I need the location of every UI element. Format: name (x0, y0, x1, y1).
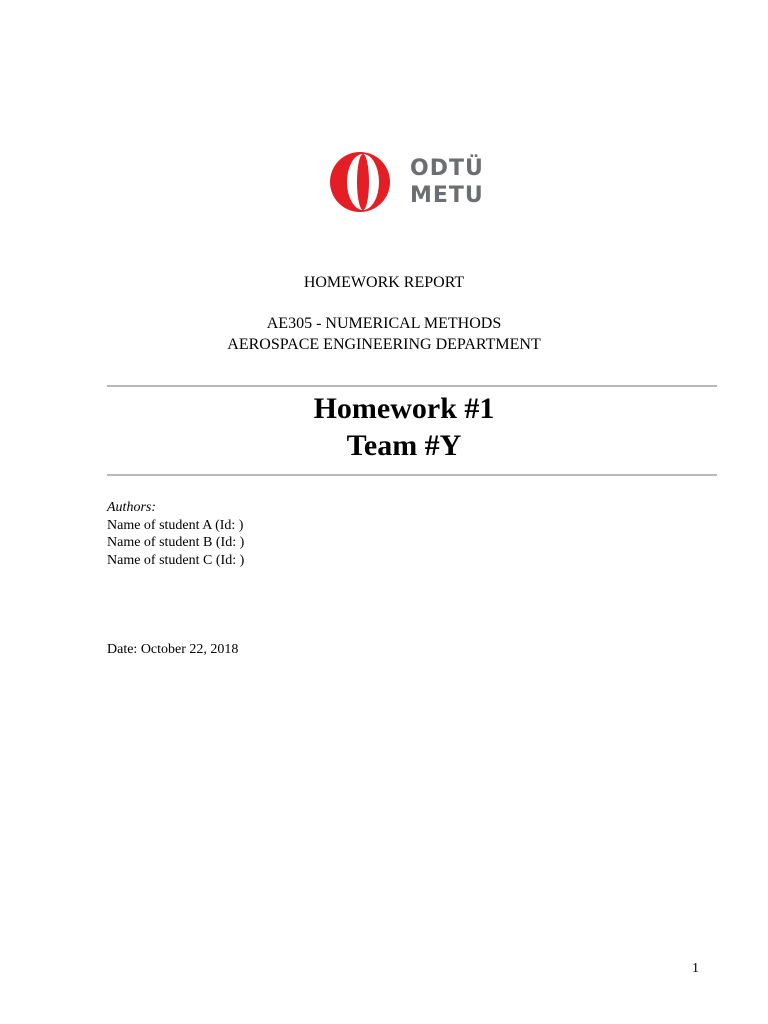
author-name-a: Name of student A (Id: ) (107, 518, 244, 533)
logo-text-metu: METU (410, 183, 484, 208)
university-logo (328, 150, 488, 214)
metu-emblem-icon (328, 150, 392, 214)
author-name-c: Name of student C (Id: ) (107, 553, 245, 568)
author-name-b: Name of student B (Id: ) (107, 535, 245, 550)
page-number: 1 (692, 961, 699, 976)
authors-label: Authors: (107, 500, 156, 515)
top-divider (107, 385, 717, 387)
report-date: Date: October 22, 2018 (107, 642, 239, 657)
logo-text-odtu: ODTÜ (410, 156, 484, 181)
bottom-divider (107, 474, 717, 476)
homework-title: Homework #1 (313, 392, 495, 425)
course-name: AE305 - NUMERICAL METHODS (266, 315, 502, 332)
report-type: HOMEWORK REPORT (303, 274, 465, 291)
department-name: AEROSPACE ENGINEERING DEPARTMENT (227, 336, 541, 353)
team-title: Team #Y (346, 429, 462, 462)
